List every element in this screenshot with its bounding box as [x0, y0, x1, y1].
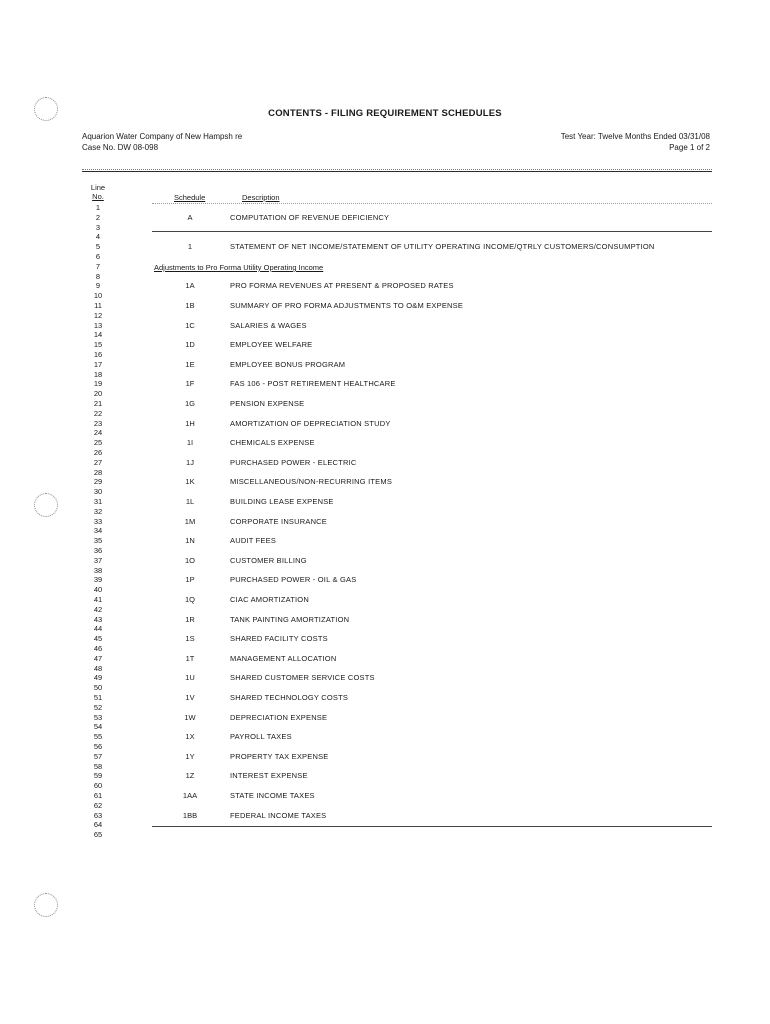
- company-block: [82, 131, 242, 153]
- line-header-top: Line: [90, 183, 106, 192]
- schedule-id: 1X: [185, 732, 195, 742]
- line-number: 20: [93, 389, 103, 399]
- schedule-description: PAYROLL TAXES: [230, 732, 292, 742]
- separator-after-line-3: [152, 231, 712, 232]
- schedule-id: 1O: [184, 555, 195, 565]
- schedule-id: 1R: [185, 614, 195, 624]
- line-number: 5: [95, 242, 101, 252]
- line-number: 1: [95, 203, 101, 212]
- schedule-id: A: [187, 212, 193, 222]
- line-number: 63: [93, 810, 103, 820]
- schedule-id: 1H: [185, 418, 195, 428]
- line-number: 16: [93, 350, 103, 359]
- schedule-id: 1S: [185, 634, 195, 644]
- schedule-description: PROPERTY TAX EXPENSE: [230, 751, 329, 761]
- schedule-id: 1W: [184, 712, 196, 722]
- line-number: 30: [93, 487, 103, 497]
- description-header: Description: [242, 193, 280, 202]
- schedule-description: FEDERAL INCOME TAXES: [230, 810, 327, 820]
- schedule-description: SHARED FACILITY COSTS: [230, 634, 328, 644]
- line-number: 36: [93, 546, 103, 555]
- line-number: 61: [93, 791, 103, 800]
- line-number: 48: [93, 663, 103, 673]
- line-number: 26: [93, 448, 103, 457]
- line-number: 54: [93, 722, 103, 732]
- line-number: 40: [93, 585, 103, 595]
- line-number: 19: [93, 379, 103, 389]
- schedule-description: PURCHASED POWER - ELECTRIC: [230, 457, 357, 467]
- line-number: 9: [95, 281, 101, 291]
- line-number: 43: [93, 614, 103, 624]
- line-number: 37: [93, 555, 103, 565]
- line-number: 46: [93, 644, 103, 653]
- line-number: 10: [93, 291, 103, 301]
- schedule-id: 1L: [185, 497, 195, 506]
- schedule-id: 1N: [185, 536, 195, 546]
- line-number: 32: [93, 506, 103, 516]
- line-number: 50: [93, 683, 103, 693]
- line-number: 57: [93, 751, 103, 761]
- adjustments-subheader: Adjustments to Pro Forma Utility Operating Income: [154, 263, 324, 272]
- schedule-description: PURCHASED POWER - OIL & GAS: [230, 575, 357, 585]
- line-number: 58: [93, 761, 103, 771]
- schedule-description: SALARIES & WAGES: [230, 320, 307, 330]
- schedule-description: CHEMICALS EXPENSE: [230, 438, 315, 448]
- line-number: 52: [93, 702, 103, 712]
- case-number: Case No. DW 08-098: [82, 143, 159, 152]
- line-number: 24: [93, 428, 103, 438]
- schedule-description: SHARED TECHNOLOGY COSTS: [230, 693, 349, 702]
- schedule-description: INTEREST EXPENSE: [230, 771, 308, 781]
- page-number: Page 1 of 2: [669, 143, 710, 152]
- schedule-description: STATE INCOME TAXES: [230, 791, 315, 800]
- test-year-block: [561, 131, 710, 153]
- line-number: 45: [93, 634, 103, 644]
- line-number: 65: [93, 830, 103, 840]
- schedule-id: 1C: [185, 320, 195, 330]
- schedule-header: Schedule: [174, 193, 206, 202]
- line-number: 4: [95, 232, 101, 242]
- line-number: 64: [93, 820, 103, 830]
- schedule-id: 1T: [185, 653, 195, 663]
- separator-end: [152, 826, 712, 827]
- line-number: 7: [95, 261, 101, 271]
- schedule-id: 1AA: [182, 791, 198, 800]
- schedule-id: 1A: [185, 281, 195, 291]
- schedule-description: AUDIT FEES: [230, 536, 277, 546]
- line-number: 15: [93, 340, 103, 350]
- schedule-description: EMPLOYEE WELFARE: [230, 340, 313, 350]
- schedule-id: 1B: [185, 301, 195, 310]
- line-number: 6: [95, 252, 101, 261]
- line-number: 35: [93, 536, 103, 546]
- line-number: 62: [93, 800, 103, 810]
- line-number: 13: [93, 320, 103, 330]
- schedule-id: 1J: [186, 457, 194, 467]
- line-number: 22: [93, 408, 103, 418]
- line-number: 49: [93, 673, 103, 683]
- line-number: 18: [93, 369, 103, 379]
- line-number: 59: [93, 771, 103, 781]
- line-number: 31: [93, 497, 103, 506]
- line-number: 33: [93, 516, 103, 526]
- schedule-description: STATEMENT OF NET INCOME/STATEMENT OF UTILITY OPERATING INCOME/QTRLY CUSTOMERS/CONSUMPTION: [230, 242, 655, 252]
- schedule-id: 1BB: [182, 810, 198, 820]
- schedule-description: CORPORATE INSURANCE: [230, 516, 328, 526]
- document-title: CONTENTS - FILING REQUIREMENT SCHEDULES: [268, 108, 502, 119]
- schedule-id: 1V: [185, 693, 195, 702]
- line-number: 55: [93, 732, 103, 742]
- schedule-description: COMPUTATION OF REVENUE DEFICIENCY: [230, 212, 390, 222]
- line-number: 29: [93, 477, 103, 487]
- schedule-description: AMORTIZATION OF DEPRECIATION STUDY: [230, 418, 391, 428]
- schedule-id: 1F: [185, 379, 195, 389]
- line-number: 21: [93, 399, 103, 408]
- schedule-id: 1Y: [185, 751, 195, 761]
- schedule-description: PRO FORMA REVENUES AT PRESENT & PROPOSED RATES: [230, 281, 454, 291]
- line-number: 11: [94, 301, 102, 310]
- schedule-id: 1: [187, 242, 193, 252]
- schedule-description: MISCELLANEOUS/NON-RECURRING ITEMS: [230, 477, 393, 487]
- punch-hole-middle: [34, 493, 58, 517]
- line-number: 60: [93, 781, 103, 791]
- schedule-description: PENSION EXPENSE: [230, 399, 305, 408]
- schedule-description: SUMMARY OF PRO FORMA ADJUSTMENTS TO O&M EXPENSE: [230, 301, 464, 310]
- line-header-bottom: No.: [92, 192, 104, 201]
- line-number: 38: [93, 565, 103, 575]
- line-number: 8: [95, 271, 101, 281]
- schedule-description: FAS 106 - POST RETIREMENT HEALTHCARE: [230, 379, 396, 389]
- punch-hole-bottom: [34, 893, 58, 917]
- header-rule: [82, 171, 712, 172]
- schedule-description: MANAGEMENT ALLOCATION: [230, 653, 337, 663]
- line-number: 23: [93, 418, 103, 428]
- header-dotted-rule: [82, 169, 712, 170]
- column-header-rule: [152, 203, 712, 204]
- company-name: Aquarion Water Company of New Hampsh re: [82, 132, 243, 141]
- line-number: 42: [93, 604, 103, 614]
- line-number: 2: [95, 212, 101, 222]
- schedule-id: 1Z: [185, 771, 195, 781]
- line-number: 17: [93, 359, 103, 369]
- schedule-id: 1P: [185, 575, 195, 585]
- line-number: 39: [93, 575, 103, 585]
- line-number: 41: [93, 595, 103, 604]
- schedule-description: TANK PAINTING AMORTIZATION: [230, 614, 350, 624]
- schedule-id: 1G: [184, 399, 195, 408]
- schedule-description: CIAC AMORTIZATION: [230, 595, 309, 604]
- schedule-id: 1K: [185, 477, 195, 487]
- schedule-description: DEPRECIATION EXPENSE: [230, 712, 328, 722]
- line-number: 25: [93, 438, 103, 448]
- line-number: 3: [95, 222, 101, 232]
- test-year: Test Year: Twelve Months Ended 03/31/08: [560, 132, 710, 141]
- schedule-id: 1I: [186, 438, 194, 448]
- schedule-id: 1E: [185, 359, 195, 369]
- schedule-id: 1Q: [184, 595, 195, 604]
- line-number: 51: [93, 693, 103, 702]
- line-number: 34: [93, 526, 103, 536]
- schedule-id: 1M: [184, 516, 196, 526]
- schedule-description: EMPLOYEE BONUS PROGRAM: [230, 359, 346, 369]
- schedule-id: 1U: [185, 673, 195, 683]
- line-number: 27: [93, 457, 103, 467]
- schedule-id: 1D: [185, 340, 195, 350]
- schedule-description: BUILDING LEASE EXPENSE: [230, 497, 334, 506]
- line-number: 28: [93, 467, 103, 477]
- line-number: 47: [93, 653, 103, 663]
- line-number: 44: [93, 624, 103, 634]
- line-number: 56: [93, 742, 103, 751]
- line-number: 14: [93, 330, 103, 340]
- schedule-description: CUSTOMER BILLING: [230, 555, 307, 565]
- line-number: 12: [93, 310, 103, 320]
- line-number: 53: [93, 712, 103, 722]
- schedule-description: SHARED CUSTOMER SERVICE COSTS: [230, 673, 375, 683]
